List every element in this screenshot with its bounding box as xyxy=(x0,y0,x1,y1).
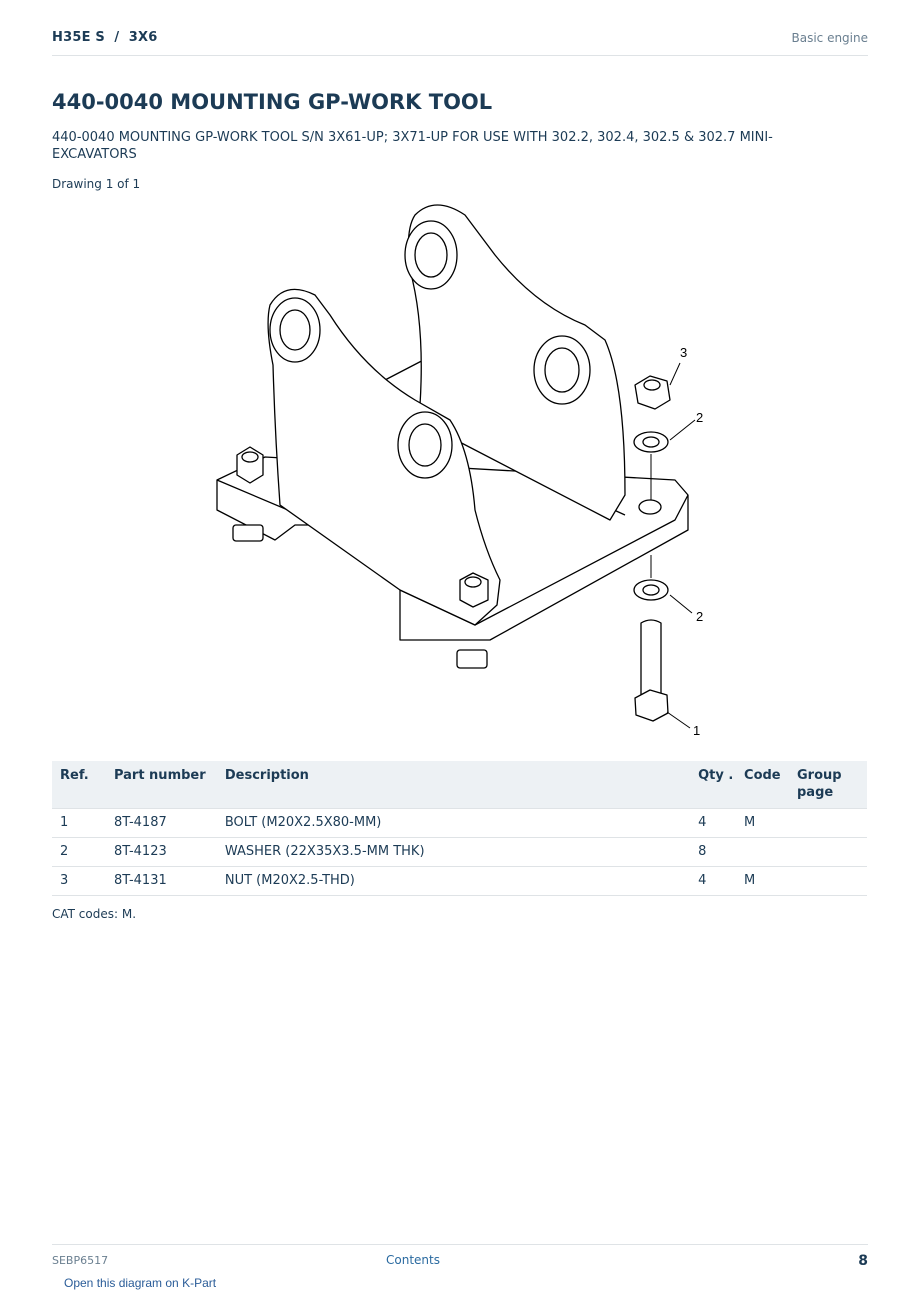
page-header xyxy=(52,28,868,56)
callout-ref-2-top: 2 xyxy=(696,410,704,425)
cell-group-page xyxy=(789,809,867,838)
cell-code xyxy=(736,838,789,867)
kpart-diagram-link[interactable]: Open this diagram on K-Part xyxy=(64,1276,217,1290)
plate-hole xyxy=(639,500,661,514)
document-id: SEBP6517 xyxy=(52,1254,109,1267)
cell-qty: 4 xyxy=(690,867,736,896)
cell-ref: 2 xyxy=(52,838,106,867)
cell-qty: 8 xyxy=(690,838,736,867)
plate-nut-left xyxy=(233,525,263,541)
page-footer xyxy=(52,1244,868,1275)
cell-part-number: 8T-4123 xyxy=(106,838,217,867)
table-row xyxy=(52,838,867,867)
callout-ref-2-bottom: 2 xyxy=(696,609,704,624)
page-number: 8 xyxy=(858,1253,868,1269)
cell-part-number: 8T-4131 xyxy=(106,867,217,896)
table-header-row xyxy=(52,761,867,809)
cell-ref: 1 xyxy=(52,809,106,838)
plate-nut-bottom xyxy=(457,650,487,668)
col-header-group-page: Group page xyxy=(789,761,867,809)
table-row xyxy=(52,809,867,838)
page-subtitle: 440-0040 MOUNTING GP-WORK TOOL S/N 3X61-UP; 3X71-UP FOR USE WITH 302.2, 302.4, 302.5 & 302.7 MINI-EXCAVATORS xyxy=(52,130,773,162)
col-header-part-number: Part number xyxy=(106,761,217,809)
parts-table xyxy=(52,761,867,896)
callout-ref-1: 1 xyxy=(693,723,701,738)
exploded-bolt-head xyxy=(635,690,668,721)
callout-ref-3: 3 xyxy=(680,345,688,360)
col-header-description: Description xyxy=(217,761,690,809)
cell-code: M xyxy=(736,867,789,896)
col-header-ref: Ref. xyxy=(52,761,106,809)
parts-diagram xyxy=(205,195,715,750)
col-header-code: Code xyxy=(736,761,789,809)
cell-description: BOLT (M20X2.5X80-MM) xyxy=(217,809,690,838)
section-label: Basic engine xyxy=(791,31,868,45)
cell-code: M xyxy=(736,809,789,838)
cell-group-page xyxy=(789,838,867,867)
table-row xyxy=(52,867,867,896)
cell-qty: 4 xyxy=(690,809,736,838)
cell-ref: 3 xyxy=(52,867,106,896)
cell-description: NUT (M20X2.5-THD) xyxy=(217,867,690,896)
model-label: H35E S / 3X6 xyxy=(52,30,158,45)
cell-part-number: 8T-4187 xyxy=(106,809,217,838)
col-header-qty: Qty . xyxy=(690,761,736,809)
cell-description: WASHER (22X35X3.5-MM THK) xyxy=(217,838,690,867)
contents-link[interactable]: Contents xyxy=(386,1253,440,1267)
page-title: 440-0040 MOUNTING GP-WORK TOOL xyxy=(52,90,493,114)
cell-group-page xyxy=(789,867,867,896)
cat-codes-note: CAT codes: M. xyxy=(52,907,137,921)
exploded-bolt-shank xyxy=(641,620,661,695)
drawing-label: Drawing 1 of 1 xyxy=(52,177,141,191)
